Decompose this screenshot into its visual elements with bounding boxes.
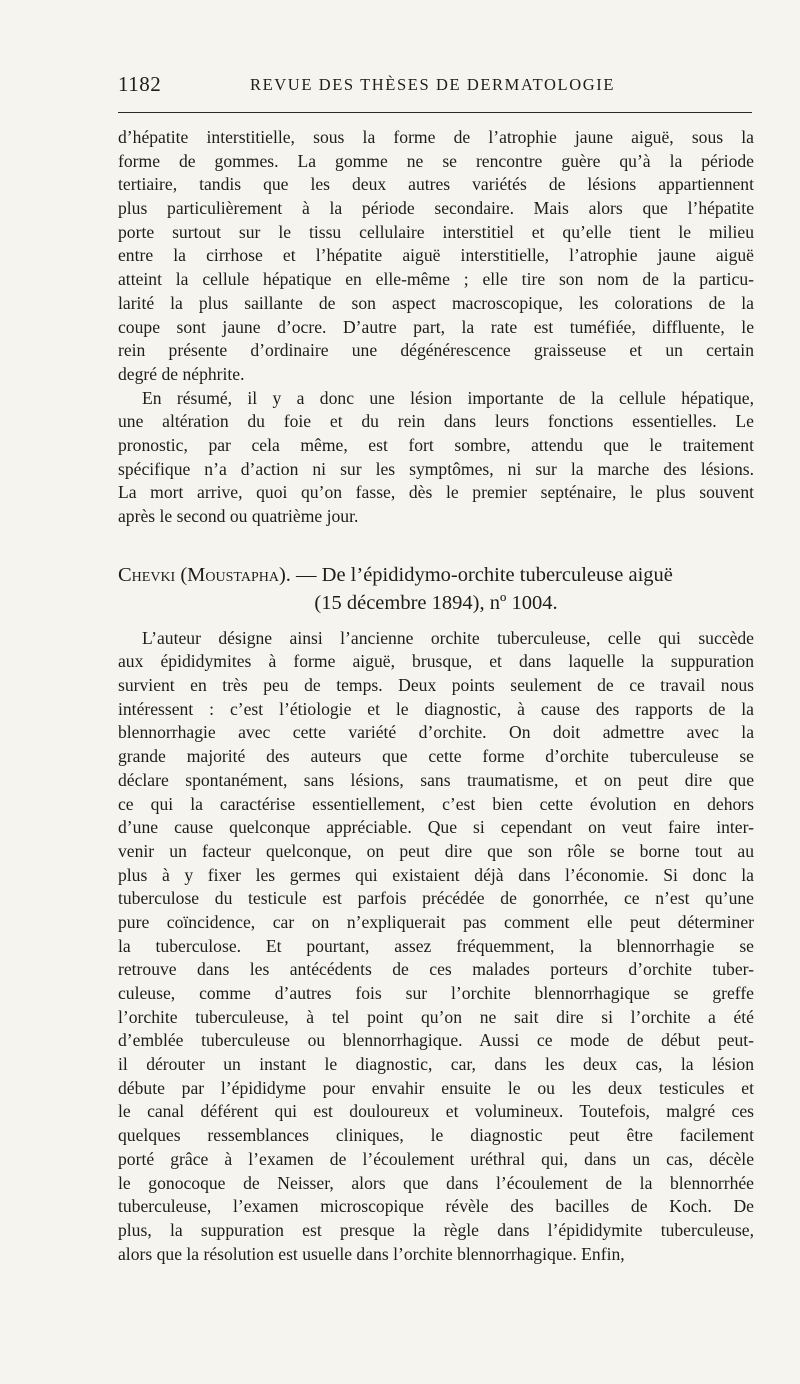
text-line: plus à y fixer les germes qui existaient déjà dans l’économie. Si donc la [118,864,754,885]
text-line: spécifique n’a d’action ni sur les symptômes, ni sur la marche des lésions. [118,458,754,479]
text-line: plus, la suppuration est presque la règle dans l’épididymite tuberculeuse, [118,1219,754,1240]
text-line: survient en très peu de temps. Deux points seulement de ce travail nous [118,675,754,696]
body-text [118,126,754,1266]
heading-author: Chevki (Moustapha). [118,563,291,586]
text-line: tertiaire, tandis que les deux autres variétés de lésions appartiennent [118,174,754,195]
header-rule [118,112,752,113]
text-line: tuberculeuse, l’examen microscopique révèle des bacilles de Koch. De [118,1196,754,1217]
text-line: aux épididymites à forme aiguë, brusque, et dans laquelle la suppuration [118,651,754,672]
text-line: l’orchite tuberculeuse, à tel point qu’on ne sait dire si l’orchite a été [118,1006,754,1027]
text-line: quelques ressemblances cliniques, le diagnostic peut être facilement [118,1125,754,1146]
running-title: REVUE DES THÈSES DE DERMATOLOGIE [250,75,616,94]
text-line: d’une cause quelconque appréciable. Que si cependant on veut faire inter- [118,817,754,838]
text-line: porté grâce à l’examen de l’écoulement uréthral qui, dans un cas, décèle [118,1148,754,1169]
heading-line-1 [118,561,754,589]
text-line: forme de gommes. La gomme ne se rencontre guère qu’à la période [118,150,754,171]
paragraph-hepatite [118,126,754,387]
text-line: La mort arrive, quoi qu’on fasse, dès le premier septénaire, le plus souvent [118,482,754,503]
text-line: venir un facteur quelconque, on peut dire que son rôle se borne tout au [118,840,754,861]
text-line: déclare spontanément, sans lésions, sans traumatisme, et on peut dire que [118,769,754,790]
text-line: débute par l’épididyme pour envahir ensuite le ou les deux testicules et [118,1077,754,1098]
text-line: grande majorité des auteurs que cette forme d’orchite tuberculeuse se [118,746,754,767]
text-line: pronostic, par cela même, est fort sombre, attendu que le traitement [118,434,754,455]
page-number: 1182 [118,72,162,96]
heading-date-number: (15 décembre 1894), nº 1004. [314,591,558,614]
text-line: le gonocoque de Neisser, alors que dans l’écoulement de la blennorrhée [118,1172,754,1193]
text-line: une altération du foie et du rein dans leurs fonctions essentielles. Le [118,411,754,432]
text-line: d’emblée tuberculeuse ou blennorrhagique. Aussi ce mode de début peut- [118,1030,754,1051]
text-line: degré de néphrite. [118,363,245,384]
text-line: entre la cirrhose et l’hépatite aiguë interstitielle, l’atrophie jaune aiguë [118,245,754,266]
text-line: plus particulièrement à la période secondaire. Mais alors que l’hépatite [118,198,754,219]
text-line: rein présente d’ordinaire une dégénérescence graisseuse et un certain [118,340,754,361]
text-line: culeuse, comme d’autres fois sur l’orchite blennorrhagique se greffe [118,983,754,1003]
text-line: En résumé, il y a donc une lésion importante de la cellule hépatique, [142,387,754,408]
text-line: intéressent : c’est l’étiologie et le diagnostic, à cause des rapports de la [118,698,754,719]
paragraph-orchite [118,627,754,1267]
heading-title: — De l’épididymo-orchite tuberculeuse aiguë [290,563,673,586]
article-heading [118,561,754,617]
text-line: larité la plus saillante de son aspect macroscopique, les colorations de la [118,292,754,313]
text-line: après le second ou quatrième jour. [118,506,359,526]
page-header [118,72,752,102]
text-line: d’hépatite interstitielle, sous la forme de l’atrophie jaune aiguë, sous la [118,127,754,147]
text-line: ce qui la caractérise essentiellement, c’est bien cette évolution en dehors [118,793,754,814]
text-line: retrouve dans les antécédents de ces malades porteurs d’orchite tuber- [118,959,754,980]
text-line: tuberculose du testicule est parfois précédée de gonorrhée, ce n’est qu’une [118,888,754,909]
text-line: alors que la résolution est usuelle dans l’orchite blennorrhagique. Enfin, [118,1243,625,1264]
text-line: il dérouter un instant le diagnostic, car, dans les deux cas, la lésion [118,1054,754,1075]
text-line: pure coïncidence, car on n’expliquerait pas comment elle peut déterminer [118,911,754,932]
text-line: le canal déférent qui est douloureux et volumineux. Toutefois, malgré ces [118,1101,754,1122]
text-line: coupe sont jaune d’ocre. D’autre part, la rate est tuméfiée, diffluente, le [118,316,754,337]
text-line: atteint la cellule hépatique en elle-même ; elle tire son nom de la particu- [118,269,754,290]
text-line: la tuberculose. Et pourtant, assez fréquemment, la blennorrhagie se [118,935,754,956]
paragraph-resume [118,387,754,529]
text-line: L’auteur désigne ainsi l’ancienne orchite tuberculeuse, celle qui succède [142,627,754,648]
text-line: blennorrhagie avec cette variété d’orchite. On doit admettre avec la [118,722,754,743]
text-line: porte surtout sur le tissu cellulaire interstitiel et qu’elle tient le milieu [118,221,754,242]
